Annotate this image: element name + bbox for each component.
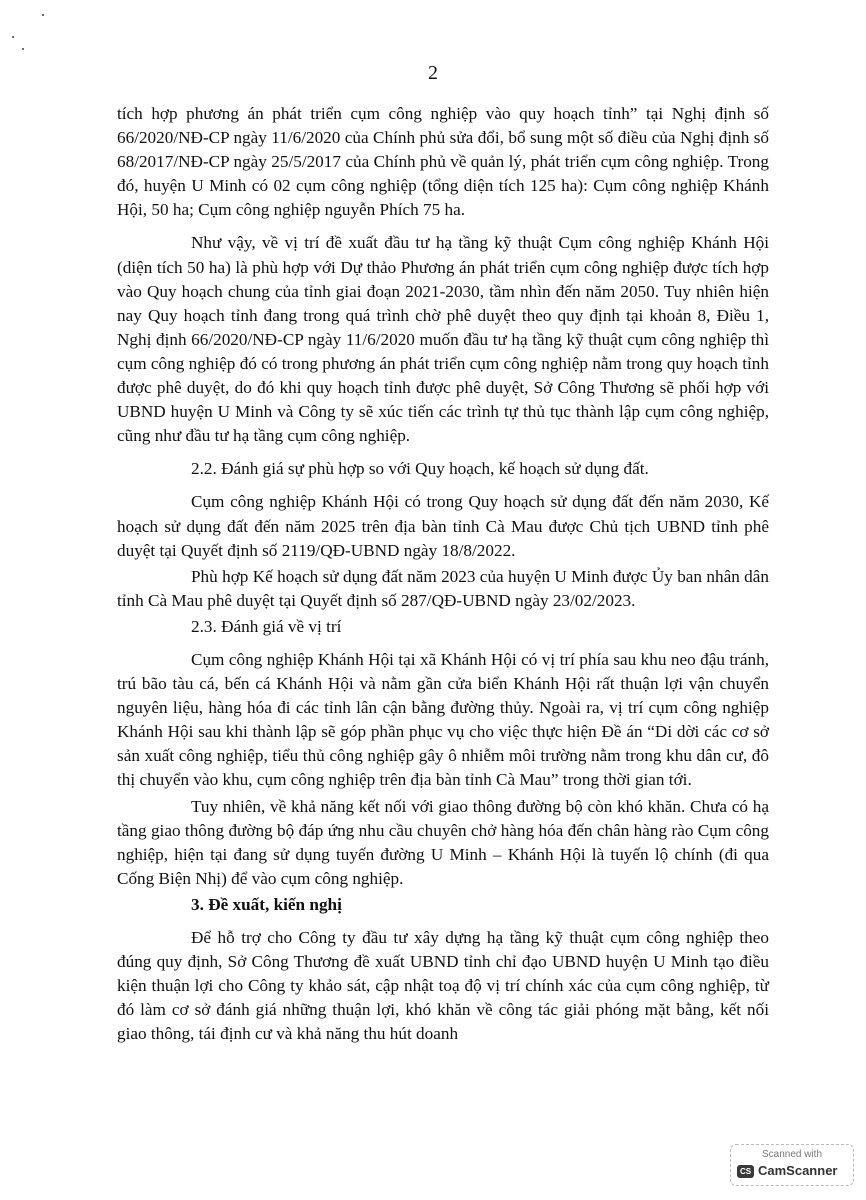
paragraph-land-use-plan: Cụm công nghiệp Khánh Hội có trong Quy hoạch sử dụng đất đến năm 2030, Kế hoạch sử dụng đất đến năm 2025 trên địa bàn tỉnh Cà Mau được Chủ tịch UBND tỉnh phê duyệt tại Quyết định số 2119/QĐ-UBND ngày 18/8/2022. xyxy=(117,492,769,560)
section-heading-3: 3. Đề xuất, kiến nghị xyxy=(191,894,342,914)
paragraph-position: Cụm công nghiệp Khánh Hội tại xã Khánh Hội có vị trí phía sau khu neo đậu tránh, trú bão tàu cá, bến cá Khánh Hội và nằm gần cửa biển Khánh Hội rất thuận lợi vận chuyển nguyên liệu, hàng hóa đi các tỉnh lân cận bằng đường thủy. Ngoài ra, vị trí cụm công nghiệp Khánh Hội sau khi thành lập sẽ góp phần phục vụ cho việc thực hiện Đề án “Di dời các cơ sở sản xuất công nghiệp, tiểu thủ công nghiệp gây ô nhiễm môi trường nằm trong khu dân cư, đô thị chuyển vào khu, cụm công nghiệp trên địa bàn tỉnh Cà Mau” trong thời gian tới. xyxy=(117,649,769,790)
watermark-brand: CamScanner xyxy=(758,1163,838,1178)
document-body xyxy=(117,102,769,1055)
paragraph-location-assessment: Như vậy, về vị trí đề xuất đầu tư hạ tầng kỹ thuật Cụm công nghiệp Khánh Hội (diện tích 50 ha) là phù hợp với Dự thảo Phương án phát triển cụm công nghiệp được tích hợp vào Quy hoạch chung của tỉnh giai đoạn 2021-2030, tầm nhìn đến năm 2050. Tuy nhiên hiện nay Quy hoạch tỉnh đang trong quá trình chờ phê duyệt theo quy định tại khoản 8, Điều 1, Nghị định 66/2020/NĐ-CP ngày 11/6/2020 muốn đầu tư hạ tầng kỹ thuật cụm công nghiệp thì cụm công nghiệp đó có trong phương án phát triển cụm công nghiệp nằm trong quy hoạch tỉnh được phê duyệt, do đó khi quy hoạch tỉnh được phê duyệt, Sở Công Thương sẽ phối hợp với UBND huyện U Minh và Công ty sẽ xúc tiến các trình tự thủ tục thành lập cụm công nghiệp, cũng như đầu tư hạ tầng cụm công nghiệp. xyxy=(117,233,769,446)
scan-speck xyxy=(12,36,14,38)
paragraph-proposal: Để hỗ trợ cho Công ty đầu tư xây dựng hạ tầng kỹ thuật cụm công nghiệp theo đúng quy định, Sở Công Thương đề xuất UBND tỉnh chỉ đạo UBND huyện U Minh tạo điều kiện thuận lợi cho Công ty khảo sát, cập nhật toạ độ vị trí chính xác của cụm công nghiệp, từ đó làm cơ sở đánh giá những thuận lợi, khó khăn về công tác giải phóng mặt bằng, kết nối giao thông, tái định cư và khả năng thu hút doanh xyxy=(117,928,769,1044)
scan-speck xyxy=(42,14,44,16)
camscanner-logo-icon: CS xyxy=(737,1165,754,1178)
paragraph-transport: Tuy nhiên, về khả năng kết nối với giao thông đường bộ còn khó khăn. Chưa có hạ tầng giao thông đường bộ đáp ứng nhu cầu chuyên chở hàng hóa đến chân hàng rào Cụm công nghiệp, hiện tại đang sử dụng tuyến đường U Minh – Khánh Hội là tuyến lộ chính (đi qua Cống Biện Nhị) để vào cụm công nghiệp. xyxy=(117,796,769,888)
section-heading-2-2: 2.2. Đánh giá sự phù hợp so với Quy hoạch, kế hoạch sử dụng đất. xyxy=(191,459,649,479)
paragraph-continuation: tích hợp phương án phát triển cụm công nghiệp vào quy hoạch tỉnh” tại Nghị định số 66/2020/NĐ-CP ngày 11/6/2020 của Chính phủ sửa đổi, bổ sung một số điều của Nghị định số 68/2017/NĐ-CP ngày 25/5/2017 của Chính phủ về quản lý, phát triển cụm công nghiệp. Trong đó, huyện U Minh có 02 cụm công nghiệp (tổng diện tích 125 ha): Cụm công nghiệp Khánh Hội, 50 ha; Cụm công nghiệp nguyễn Phích 75 ha. xyxy=(117,104,769,220)
watermark-caption: Scanned with xyxy=(761,1149,823,1160)
paragraph-land-use-2023: Phù hợp Kế hoạch sử dụng đất năm 2023 của huyện U Minh được Ủy ban nhân dân tỉnh Cà Mau phê duyệt tại Quyết định số 287/QĐ-UBND ngày 23/02/2023. xyxy=(117,566,769,610)
scan-speck xyxy=(22,48,24,50)
section-heading-2-3: 2.3. Đánh giá về vị trí xyxy=(191,616,342,636)
camscanner-watermark xyxy=(730,1144,854,1186)
page-number: 2 xyxy=(428,62,438,84)
